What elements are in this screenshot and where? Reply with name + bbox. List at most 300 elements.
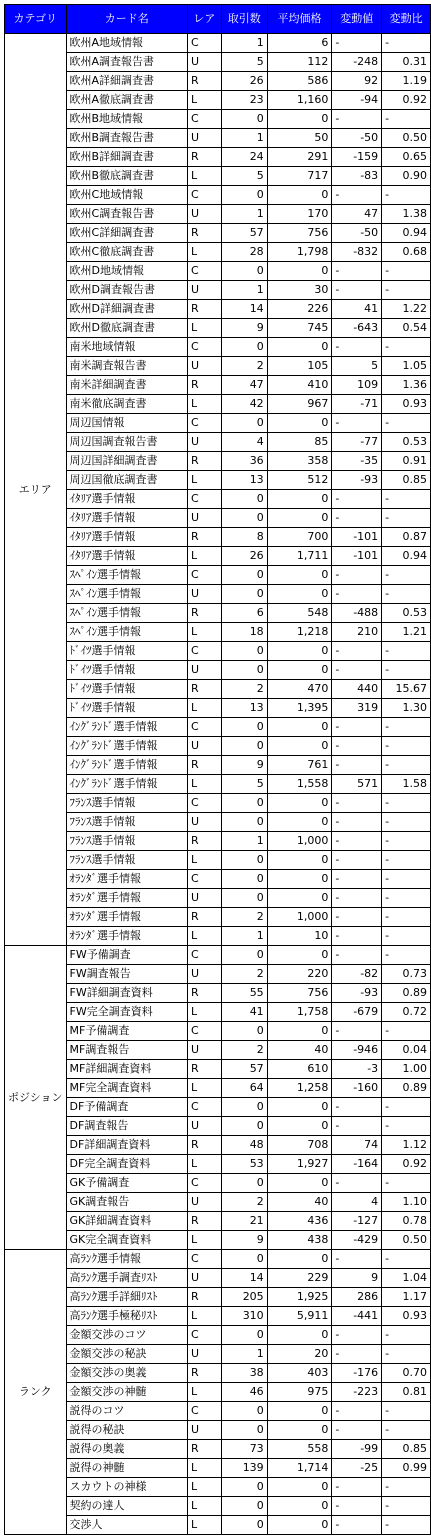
- change-value-cell: -: [332, 661, 382, 680]
- category-cell: エリア: [5, 34, 67, 946]
- table-row: [5, 186, 431, 205]
- trade-count-cell: 2: [221, 1041, 267, 1060]
- card-name-cell: 欧州B調査報告書: [66, 129, 187, 148]
- rarity-cell: C: [187, 794, 221, 813]
- average-price-cell: 105: [267, 357, 332, 376]
- card-name-cell: FW詳細調査資料: [66, 984, 187, 1003]
- change-value-cell: -: [332, 756, 382, 775]
- trade-count-cell: 73: [221, 1440, 267, 1459]
- card-name-cell: GK予備調査: [66, 1174, 187, 1193]
- change-value-cell: -: [332, 338, 382, 357]
- trade-count-cell: 0: [221, 1174, 267, 1193]
- card-name-cell: 金額交渉のコツ: [66, 1326, 187, 1345]
- average-price-cell: 0: [267, 1478, 332, 1497]
- change-ratio-cell: -: [382, 1022, 431, 1041]
- card-name-cell: GK調査報告: [66, 1193, 187, 1212]
- change-value-cell: -: [332, 832, 382, 851]
- trade-count-cell: 41: [221, 1003, 267, 1022]
- card-name-cell: ｲﾝｸﾞﾗﾝﾄﾞ選手情報: [66, 756, 187, 775]
- card-name-cell: 欧州D地域情報: [66, 262, 187, 281]
- change-ratio-cell: 0.81: [382, 1383, 431, 1402]
- card-name-cell: DF完全調査資料: [66, 1155, 187, 1174]
- table-row: [5, 718, 431, 737]
- rarity-cell: U: [187, 813, 221, 832]
- card-name-cell: 欧州D詳細調査書: [66, 300, 187, 319]
- change-value-cell: -93: [332, 471, 382, 490]
- rarity-cell: C: [187, 1326, 221, 1345]
- change-value-cell: -101: [332, 528, 382, 547]
- table-row: [5, 1478, 431, 1497]
- trade-count-cell: 0: [221, 509, 267, 528]
- card-name-cell: 欧州C調査報告書: [66, 205, 187, 224]
- change-ratio-cell: 0.53: [382, 604, 431, 623]
- change-value-cell: -: [332, 1497, 382, 1516]
- change-value-cell: 92: [332, 72, 382, 91]
- rarity-cell: L: [187, 699, 221, 718]
- header-average-price: 平均価格: [267, 5, 332, 34]
- card-name-cell: 契約の達人: [66, 1497, 187, 1516]
- change-ratio-cell: 0.94: [382, 547, 431, 566]
- rarity-cell: L: [187, 1516, 221, 1535]
- average-price-cell: 756: [267, 224, 332, 243]
- category-cell: ポジション: [5, 946, 67, 1250]
- card-name-cell: ｽﾍﾟｲﾝ選手情報: [66, 604, 187, 623]
- table-row: [5, 452, 431, 471]
- average-price-cell: 0: [267, 813, 332, 832]
- change-value-cell: -: [332, 110, 382, 129]
- trade-count-cell: 1: [221, 281, 267, 300]
- rarity-cell: U: [187, 205, 221, 224]
- change-value-cell: -: [332, 927, 382, 946]
- trade-count-cell: 0: [221, 1326, 267, 1345]
- average-price-cell: 0: [267, 338, 332, 357]
- rarity-cell: U: [187, 1269, 221, 1288]
- table-row: [5, 300, 431, 319]
- rarity-cell: C: [187, 1098, 221, 1117]
- trade-count-cell: 0: [221, 718, 267, 737]
- change-value-cell: -50: [332, 129, 382, 148]
- trade-count-cell: 0: [221, 1117, 267, 1136]
- rarity-cell: U: [187, 281, 221, 300]
- rarity-cell: U: [187, 53, 221, 72]
- trade-count-cell: 0: [221, 889, 267, 908]
- trade-count-cell: 9: [221, 1231, 267, 1250]
- rarity-cell: L: [187, 775, 221, 794]
- card-name-cell: 金額交渉の秘訣: [66, 1345, 187, 1364]
- table-row: [5, 1041, 431, 1060]
- change-ratio-cell: -: [382, 1421, 431, 1440]
- change-ratio-cell: 0.85: [382, 1440, 431, 1459]
- table-row: [5, 224, 431, 243]
- trade-count-cell: 0: [221, 737, 267, 756]
- table-row: [5, 243, 431, 262]
- table-row: [5, 661, 431, 680]
- trade-count-cell: 1: [221, 34, 267, 53]
- average-price-cell: 50: [267, 129, 332, 148]
- change-ratio-cell: -: [382, 509, 431, 528]
- table-row: [5, 1288, 431, 1307]
- change-ratio-cell: 15.67: [382, 680, 431, 699]
- table-row: [5, 1022, 431, 1041]
- card-name-cell: 欧州D徹底調査書: [66, 319, 187, 338]
- card-name-cell: ﾄﾞｲﾂ選手情報: [66, 642, 187, 661]
- average-price-cell: 717: [267, 167, 332, 186]
- category-cell: ランク: [5, 1250, 67, 1535]
- change-value-cell: -: [332, 794, 382, 813]
- change-ratio-cell: 0.73: [382, 965, 431, 984]
- average-price-cell: 1,395: [267, 699, 332, 718]
- change-ratio-cell: -: [382, 927, 431, 946]
- card-name-cell: ｵﾗﾝﾀﾞ選手情報: [66, 889, 187, 908]
- table-row: [5, 984, 431, 1003]
- table-row: [5, 357, 431, 376]
- table-row: [5, 1459, 431, 1478]
- trade-count-cell: 57: [221, 224, 267, 243]
- change-ratio-cell: -: [382, 1250, 431, 1269]
- header-change-ratio: 変動比: [382, 5, 431, 34]
- card-name-cell: 欧州D調査報告書: [66, 281, 187, 300]
- change-value-cell: -946: [332, 1041, 382, 1060]
- change-ratio-cell: 0.93: [382, 395, 431, 414]
- change-value-cell: -: [332, 1174, 382, 1193]
- trade-count-cell: 55: [221, 984, 267, 1003]
- average-price-cell: 229: [267, 1269, 332, 1288]
- change-ratio-cell: 1.21: [382, 623, 431, 642]
- change-ratio-cell: 0.54: [382, 319, 431, 338]
- card-name-cell: ﾄﾞｲﾂ選手情報: [66, 680, 187, 699]
- card-name-cell: ｵﾗﾝﾀﾞ選手情報: [66, 870, 187, 889]
- change-value-cell: 9: [332, 1269, 382, 1288]
- table-row: [5, 205, 431, 224]
- average-price-cell: 0: [267, 566, 332, 585]
- table-row: [5, 395, 431, 414]
- average-price-cell: 700: [267, 528, 332, 547]
- change-value-cell: -25: [332, 1459, 382, 1478]
- change-value-cell: -223: [332, 1383, 382, 1402]
- card-name-cell: ｲﾝｸﾞﾗﾝﾄﾞ選手情報: [66, 775, 187, 794]
- change-ratio-cell: 0.92: [382, 91, 431, 110]
- average-price-cell: 745: [267, 319, 332, 338]
- card-name-cell: 説得の神髄: [66, 1459, 187, 1478]
- table-row: [5, 1193, 431, 1212]
- card-name-cell: 周辺国徹底調査書: [66, 471, 187, 490]
- trade-count-cell: 38: [221, 1364, 267, 1383]
- change-value-cell: -: [332, 566, 382, 585]
- card-name-cell: MF調査報告: [66, 1041, 187, 1060]
- change-ratio-cell: 0.94: [382, 224, 431, 243]
- table-row: [5, 1402, 431, 1421]
- average-price-cell: 558: [267, 1440, 332, 1459]
- trade-count-cell: 0: [221, 414, 267, 433]
- change-value-cell: -71: [332, 395, 382, 414]
- average-price-cell: 438: [267, 1231, 332, 1250]
- average-price-cell: 0: [267, 889, 332, 908]
- change-value-cell: -93: [332, 984, 382, 1003]
- card-name-cell: 周辺国詳細調査書: [66, 452, 187, 471]
- change-ratio-cell: -: [382, 813, 431, 832]
- rarity-cell: U: [187, 1421, 221, 1440]
- average-price-cell: 226: [267, 300, 332, 319]
- change-ratio-cell: -: [382, 642, 431, 661]
- change-value-cell: 5: [332, 357, 382, 376]
- card-name-cell: FW調査報告: [66, 965, 187, 984]
- card-name-cell: 欧州A詳細調査書: [66, 72, 187, 91]
- rarity-cell: C: [187, 1022, 221, 1041]
- trade-count-cell: 0: [221, 794, 267, 813]
- trade-count-cell: 0: [221, 585, 267, 604]
- rarity-cell: U: [187, 433, 221, 452]
- average-price-cell: 85: [267, 433, 332, 452]
- card-name-cell: ﾄﾞｲﾂ選手情報: [66, 699, 187, 718]
- trade-count-cell: 2: [221, 680, 267, 699]
- change-ratio-cell: 0.92: [382, 1155, 431, 1174]
- change-ratio-cell: -: [382, 718, 431, 737]
- average-price-cell: 40: [267, 1041, 332, 1060]
- table-row: [5, 376, 431, 395]
- table-row: [5, 433, 431, 452]
- change-value-cell: -: [332, 186, 382, 205]
- header-change-value: 変動値: [332, 5, 382, 34]
- rarity-cell: L: [187, 1307, 221, 1326]
- card-name-cell: GK詳細調査資料: [66, 1212, 187, 1231]
- card-name-cell: 交渉人: [66, 1516, 187, 1535]
- card-name-cell: 南米地域情報: [66, 338, 187, 357]
- rarity-cell: U: [187, 737, 221, 756]
- trade-count-cell: 0: [221, 186, 267, 205]
- average-price-cell: 40: [267, 1193, 332, 1212]
- change-ratio-cell: 1.05: [382, 357, 431, 376]
- trade-count-cell: 4: [221, 433, 267, 452]
- change-ratio-cell: 0.50: [382, 1231, 431, 1250]
- change-ratio-cell: 1.12: [382, 1136, 431, 1155]
- average-price-cell: 0: [267, 1174, 332, 1193]
- change-value-cell: -83: [332, 167, 382, 186]
- change-ratio-cell: 0.31: [382, 53, 431, 72]
- table-row: [5, 946, 431, 965]
- rarity-cell: U: [187, 661, 221, 680]
- table-row: [5, 813, 431, 832]
- change-ratio-cell: -: [382, 832, 431, 851]
- average-price-cell: 1,258: [267, 1079, 332, 1098]
- change-ratio-cell: -: [382, 186, 431, 205]
- card-name-cell: ｽﾍﾟｲﾝ選手情報: [66, 585, 187, 604]
- change-ratio-cell: 0.85: [382, 471, 431, 490]
- table-row: [5, 490, 431, 509]
- table-row: [5, 1117, 431, 1136]
- change-value-cell: -50: [332, 224, 382, 243]
- rarity-cell: R: [187, 148, 221, 167]
- rarity-cell: L: [187, 1383, 221, 1402]
- rarity-cell: L: [187, 1478, 221, 1497]
- card-name-cell: ｲﾀﾘｱ選手情報: [66, 490, 187, 509]
- change-value-cell: -: [332, 1345, 382, 1364]
- change-ratio-cell: 0.99: [382, 1459, 431, 1478]
- table-row: [5, 414, 431, 433]
- change-ratio-cell: 1.17: [382, 1288, 431, 1307]
- rarity-cell: R: [187, 680, 221, 699]
- trade-count-cell: 24: [221, 148, 267, 167]
- change-value-cell: -127: [332, 1212, 382, 1231]
- average-price-cell: 0: [267, 946, 332, 965]
- rarity-cell: R: [187, 832, 221, 851]
- table-row: [5, 1098, 431, 1117]
- card-name-cell: 欧州C徹底調査書: [66, 243, 187, 262]
- change-value-cell: -: [332, 737, 382, 756]
- table-row: [5, 547, 431, 566]
- average-price-cell: 0: [267, 642, 332, 661]
- card-name-cell: 南米詳細調査書: [66, 376, 187, 395]
- card-name-cell: 説得の奥義: [66, 1440, 187, 1459]
- change-ratio-cell: -: [382, 1098, 431, 1117]
- header-row: [5, 5, 431, 34]
- card-name-cell: ｲﾝｸﾞﾗﾝﾄﾞ選手情報: [66, 718, 187, 737]
- average-price-cell: 6: [267, 34, 332, 53]
- change-ratio-cell: 0.65: [382, 148, 431, 167]
- trade-count-cell: 2: [221, 908, 267, 927]
- average-price-cell: 967: [267, 395, 332, 414]
- card-name-cell: ｲﾝｸﾞﾗﾝﾄﾞ選手情報: [66, 737, 187, 756]
- trade-count-cell: 21: [221, 1212, 267, 1231]
- table-row: [5, 262, 431, 281]
- average-price-cell: 761: [267, 756, 332, 775]
- table-row: [5, 338, 431, 357]
- average-price-cell: 0: [267, 414, 332, 433]
- trade-count-cell: 0: [221, 1022, 267, 1041]
- change-ratio-cell: -: [382, 1516, 431, 1535]
- rarity-cell: L: [187, 319, 221, 338]
- trade-count-cell: 26: [221, 547, 267, 566]
- rarity-cell: C: [187, 642, 221, 661]
- card-name-cell: DF予備調査: [66, 1098, 187, 1117]
- rarity-cell: L: [187, 927, 221, 946]
- trade-count-cell: 14: [221, 1269, 267, 1288]
- change-ratio-cell: -: [382, 794, 431, 813]
- card-name-cell: 高ﾗﾝｸ選手詳細ﾘｽﾄ: [66, 1288, 187, 1307]
- change-value-cell: -: [332, 281, 382, 300]
- trade-count-cell: 0: [221, 1497, 267, 1516]
- card-name-cell: 欧州B徹底調査書: [66, 167, 187, 186]
- change-ratio-cell: -: [382, 1326, 431, 1345]
- trade-count-cell: 0: [221, 110, 267, 129]
- card-name-cell: ﾌﾗﾝｽ選手情報: [66, 794, 187, 813]
- rarity-cell: C: [187, 1174, 221, 1193]
- trade-count-cell: 1: [221, 927, 267, 946]
- rarity-cell: C: [187, 34, 221, 53]
- table-row: [5, 1003, 431, 1022]
- change-value-cell: -: [332, 1478, 382, 1497]
- trade-count-cell: 0: [221, 851, 267, 870]
- average-price-cell: 0: [267, 1250, 332, 1269]
- change-value-cell: 571: [332, 775, 382, 794]
- change-value-cell: -643: [332, 319, 382, 338]
- change-value-cell: -101: [332, 547, 382, 566]
- card-name-cell: ｽﾍﾟｲﾝ選手情報: [66, 566, 187, 585]
- rarity-cell: L: [187, 1003, 221, 1022]
- table-row: [5, 471, 431, 490]
- trade-count-cell: 0: [221, 642, 267, 661]
- card-name-cell: スカウトの神様: [66, 1478, 187, 1497]
- table-row: [5, 1421, 431, 1440]
- card-name-cell: 説得のコツ: [66, 1402, 187, 1421]
- change-ratio-cell: 1.30: [382, 699, 431, 718]
- table-row: [5, 1440, 431, 1459]
- average-price-cell: 403: [267, 1364, 332, 1383]
- table-row: [5, 927, 431, 946]
- rarity-cell: L: [187, 167, 221, 186]
- table-row: [5, 851, 431, 870]
- change-value-cell: -: [332, 1098, 382, 1117]
- average-price-cell: 586: [267, 72, 332, 91]
- card-name-cell: 南米徹底調査書: [66, 395, 187, 414]
- change-ratio-cell: 0.93: [382, 1307, 431, 1326]
- change-value-cell: -: [332, 509, 382, 528]
- card-name-cell: GK完全調査資料: [66, 1231, 187, 1250]
- table-row: [5, 1269, 431, 1288]
- card-price-table: [4, 4, 431, 1535]
- average-price-cell: 0: [267, 1497, 332, 1516]
- average-price-cell: 0: [267, 1421, 332, 1440]
- trade-count-cell: 64: [221, 1079, 267, 1098]
- change-ratio-cell: 0.91: [382, 452, 431, 471]
- card-name-cell: ﾄﾞｲﾂ選手情報: [66, 661, 187, 680]
- table-row: [5, 604, 431, 623]
- change-ratio-cell: -: [382, 1345, 431, 1364]
- change-ratio-cell: 1.00: [382, 1060, 431, 1079]
- trade-count-cell: 13: [221, 471, 267, 490]
- trade-count-cell: 0: [221, 870, 267, 889]
- card-name-cell: MF予備調査: [66, 1022, 187, 1041]
- average-price-cell: 436: [267, 1212, 332, 1231]
- average-price-cell: 358: [267, 452, 332, 471]
- rarity-cell: R: [187, 1212, 221, 1231]
- change-value-cell: -: [332, 889, 382, 908]
- table-row: [5, 1345, 431, 1364]
- change-value-cell: -: [332, 946, 382, 965]
- change-ratio-cell: -: [382, 737, 431, 756]
- change-ratio-cell: 0.89: [382, 1079, 431, 1098]
- average-price-cell: 0: [267, 661, 332, 680]
- change-ratio-cell: -: [382, 338, 431, 357]
- card-name-cell: 欧州A徹底調査書: [66, 91, 187, 110]
- trade-count-cell: 57: [221, 1060, 267, 1079]
- trade-count-cell: 139: [221, 1459, 267, 1478]
- table-row: [5, 167, 431, 186]
- table-row: [5, 91, 431, 110]
- average-price-cell: 0: [267, 110, 332, 129]
- card-name-cell: ｲﾀﾘｱ選手情報: [66, 547, 187, 566]
- average-price-cell: 30: [267, 281, 332, 300]
- trade-count-cell: 1: [221, 129, 267, 148]
- average-price-cell: 1,798: [267, 243, 332, 262]
- average-price-cell: 410: [267, 376, 332, 395]
- table-row: [5, 129, 431, 148]
- average-price-cell: 0: [267, 1516, 332, 1535]
- card-name-cell: FW予備調査: [66, 946, 187, 965]
- rarity-cell: C: [187, 338, 221, 357]
- trade-count-cell: 14: [221, 300, 267, 319]
- rarity-cell: C: [187, 110, 221, 129]
- table-body: [5, 34, 431, 1535]
- trade-count-cell: 0: [221, 262, 267, 281]
- change-ratio-cell: 0.87: [382, 528, 431, 547]
- average-price-cell: 0: [267, 262, 332, 281]
- change-ratio-cell: 0.89: [382, 984, 431, 1003]
- table-row: [5, 53, 431, 72]
- card-name-cell: 金額交渉の奥義: [66, 1364, 187, 1383]
- change-value-cell: -3: [332, 1060, 382, 1079]
- average-price-cell: 1,218: [267, 623, 332, 642]
- card-name-cell: 欧州A調査報告書: [66, 53, 187, 72]
